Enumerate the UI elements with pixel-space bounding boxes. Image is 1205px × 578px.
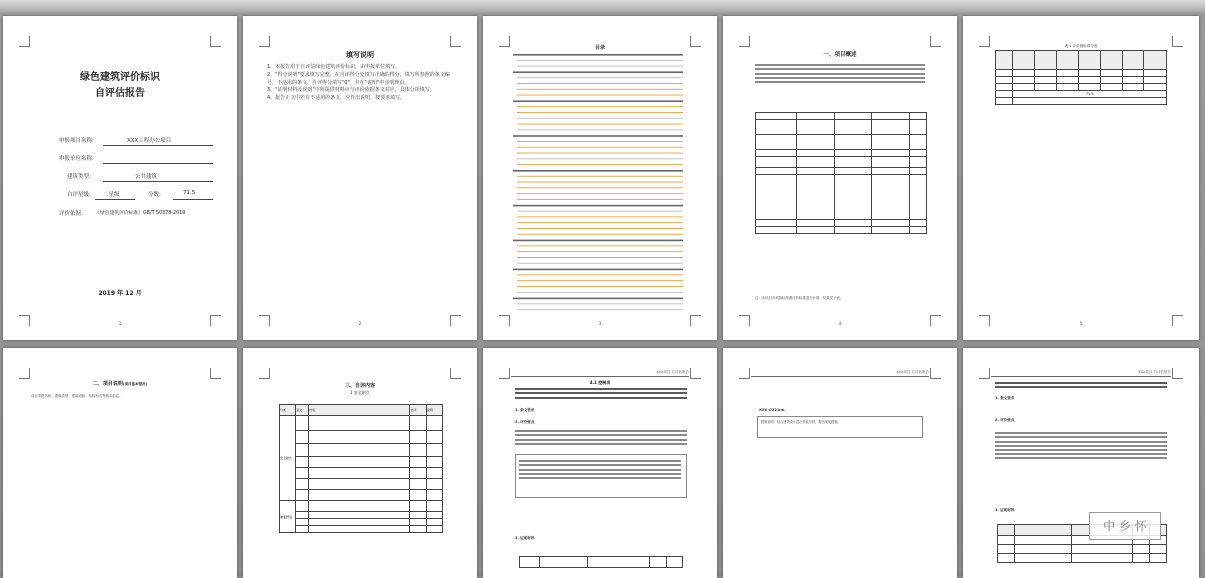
cover-field-label: 自评星级: xyxy=(67,192,91,198)
field-underline xyxy=(103,163,213,164)
p10-label: 2. 评价要点 xyxy=(995,418,1015,422)
instruction-item: 3、"证明材料及说明"中所提供材料应与评价依据条文对应，具体分项填写。 xyxy=(267,87,435,94)
toc-entry[interactable] xyxy=(517,153,683,154)
page-number: 1 xyxy=(118,321,122,326)
p9-label: XXX CO2/km. xyxy=(759,408,786,412)
crop-mark xyxy=(930,36,941,47)
p10-body xyxy=(995,430,1167,462)
toc-entry[interactable] xyxy=(517,124,683,125)
toc-entry[interactable] xyxy=(517,292,683,293)
page-number: 3 xyxy=(598,321,602,326)
toc-entry[interactable] xyxy=(513,269,683,271)
overview-paragraph xyxy=(755,62,925,85)
field-underline xyxy=(103,145,213,146)
toc-entry[interactable] xyxy=(517,187,683,188)
crop-mark xyxy=(499,368,510,379)
instructions-title: 填写说明 xyxy=(346,51,374,59)
toc-entry[interactable] xyxy=(517,83,683,84)
field-underline xyxy=(95,199,135,200)
self-eval-table xyxy=(279,404,443,533)
toc-entry[interactable] xyxy=(517,112,683,113)
toc-entry[interactable] xyxy=(517,147,683,148)
crop-mark xyxy=(19,36,30,47)
page-2-instructions[interactable] xyxy=(243,16,477,340)
page-1-cover[interactable] xyxy=(3,16,237,340)
group-label: 安全耐久 xyxy=(280,416,296,501)
page-number: 5 xyxy=(1079,321,1083,326)
crop-mark xyxy=(210,36,221,47)
col-header: 内容 xyxy=(309,405,410,416)
toc-entry[interactable] xyxy=(517,77,683,78)
instruction-item: 1、本报告用于自评估绿色建筑评价标识，由申报单位填写。 xyxy=(267,64,401,70)
toc-entry[interactable] xyxy=(517,309,683,310)
running-header: XXX项目 自评估报告 xyxy=(896,370,929,374)
toc-entry[interactable] xyxy=(517,158,683,159)
page-3-toc[interactable] xyxy=(483,16,717,340)
section-note-subtitle: (项目基本情况) xyxy=(122,382,148,386)
toc-entry[interactable] xyxy=(517,211,683,212)
cover-field-label: 评价依据: xyxy=(59,211,83,217)
crop-mark xyxy=(450,368,461,379)
page-number: 2 xyxy=(358,321,362,326)
page-4-overview[interactable] xyxy=(723,16,957,340)
page-7-self-eval[interactable] xyxy=(243,348,477,578)
running-header: XXX项目 自评估报告 xyxy=(1138,370,1171,374)
toc-entry[interactable] xyxy=(513,135,683,137)
toc-entry[interactable] xyxy=(517,106,683,107)
toc-entry[interactable] xyxy=(513,298,683,300)
cover-field-value: 《绿色建筑评价标准》GB/T 50378-2019 xyxy=(95,211,186,216)
toc-entry[interactable] xyxy=(517,182,683,183)
cover-field-label: 分数: xyxy=(148,192,161,198)
crop-mark xyxy=(210,368,221,379)
cover-field-value: 公共建筑 xyxy=(135,174,158,180)
page-10[interactable] xyxy=(963,348,1199,578)
page-5-score-table[interactable] xyxy=(963,16,1199,340)
toc-entry[interactable] xyxy=(517,129,683,130)
cover-title-line2: 自评估报告 xyxy=(95,88,145,99)
p9-box-text: 措施说明：结合建筑设计进行节能分析，提出优化措施。 xyxy=(761,420,841,424)
crop-mark xyxy=(19,368,30,379)
toc-entry[interactable] xyxy=(517,141,683,142)
p8-label: 3. 证明材料 xyxy=(515,536,535,540)
overview-title: 一、项目概述 xyxy=(823,52,857,58)
crop-mark xyxy=(739,36,750,47)
p10-intro xyxy=(995,380,1167,391)
field-underline xyxy=(173,199,213,200)
toc-entry[interactable] xyxy=(517,263,683,264)
p8-label: 2. 评价要点 xyxy=(515,420,535,424)
page-9[interactable] xyxy=(723,348,957,578)
col-header: 自评 xyxy=(410,405,426,416)
toc-entry[interactable] xyxy=(517,234,683,235)
toc-entry[interactable] xyxy=(517,245,683,246)
toc-entry[interactable] xyxy=(517,60,683,61)
crop-mark xyxy=(930,368,941,379)
toc-entry[interactable] xyxy=(517,89,683,90)
toc-entry[interactable] xyxy=(513,54,683,56)
crop-mark xyxy=(979,368,990,379)
cover-field-value: 71.5 xyxy=(183,190,196,196)
cover-title-line1: 绿色建筑评价标识 xyxy=(80,72,160,83)
toc-entry[interactable] xyxy=(517,95,683,96)
crop-mark xyxy=(739,368,750,379)
crop-mark xyxy=(690,368,701,379)
col-header: 说明 xyxy=(426,405,442,416)
overview-table xyxy=(755,112,927,234)
crop-mark xyxy=(259,368,270,379)
cover-field-value: XXX工程办公项目 xyxy=(127,138,172,144)
cover-field-label: 申报单位名称: xyxy=(59,156,94,162)
score-total: 71.5 xyxy=(1013,91,1167,98)
score-table xyxy=(995,50,1167,105)
toc-entries xyxy=(483,16,717,340)
page-6-section-note[interactable] xyxy=(3,348,237,578)
p8-box-lines xyxy=(519,458,681,481)
toc-entry[interactable] xyxy=(517,303,683,304)
instruction-item: 4、报告正文中若有不适用的条文，应作出说明，按要求填写。 xyxy=(267,95,406,101)
running-header: XXX项目 自评估报告 xyxy=(656,370,689,374)
watermark-stamp: 中 乡 怀 xyxy=(1089,512,1161,540)
toc-entry[interactable] xyxy=(517,66,683,67)
field-underline xyxy=(103,181,213,182)
p8-label: 1. 条文要求 xyxy=(515,408,535,412)
cover-field-label: 申报项目名称: xyxy=(59,138,94,144)
p8-title: 4.1 控制项 xyxy=(589,380,611,385)
toc-entry[interactable] xyxy=(513,100,683,102)
instruction-item: 2、"得分说明"要求填写完整，在自评得分处填写正确的得分。填写所参照的条文编号，不适用的条文，自评得分填写"0"，并在"说明"中注明理由。 xyxy=(267,71,450,86)
toc-entry[interactable] xyxy=(517,228,683,229)
header-rule xyxy=(751,376,929,377)
group-label: 健康舒适 xyxy=(280,501,296,533)
p10-label: 3. 证明材料 xyxy=(995,508,1015,512)
col-header: 分类 xyxy=(280,405,296,416)
page-number: 4 xyxy=(838,321,842,326)
self-eval-subtitle: 1 安全耐久 xyxy=(350,390,370,395)
crop-mark xyxy=(1172,368,1183,379)
toc-title: 目录 xyxy=(594,45,605,51)
section-note-text: 项目申报名称、建筑类型、建筑面积、结构形式等基本信息。 xyxy=(31,394,123,398)
toc-entry[interactable] xyxy=(517,164,683,165)
toc-entry[interactable] xyxy=(517,280,683,281)
col-header: 条文 xyxy=(296,405,309,416)
header-rule xyxy=(991,376,1171,377)
toc-entry[interactable] xyxy=(513,205,683,207)
toc-entry[interactable] xyxy=(517,193,683,194)
p10-label: 1. 条文要求 xyxy=(995,396,1015,400)
toc-entry[interactable] xyxy=(517,118,683,119)
toc-entry[interactable] xyxy=(517,199,683,200)
crop-mark xyxy=(450,36,461,47)
toc-entry[interactable] xyxy=(517,257,683,258)
toc-entry[interactable] xyxy=(513,240,683,242)
toc-entry[interactable] xyxy=(517,222,683,223)
toc-entry[interactable] xyxy=(517,216,683,217)
score-table-title: 表 1 评价指标得分表 xyxy=(1064,44,1098,48)
header-rule xyxy=(511,376,689,377)
self-eval-title: 三、自评内容 xyxy=(344,383,375,389)
toc-entry[interactable] xyxy=(517,176,683,177)
section-note-title: 二、项目说明 xyxy=(92,381,123,387)
p8-body xyxy=(515,428,687,447)
toc-entry[interactable] xyxy=(517,251,683,252)
p8-table xyxy=(519,556,683,568)
cover-field-label: 建筑类型: xyxy=(67,174,91,180)
toc-entry[interactable] xyxy=(513,71,683,73)
section-note-heading xyxy=(3,380,237,387)
p8-intro xyxy=(515,386,687,401)
cover-field-value: 二星级 xyxy=(103,192,120,198)
toc-entry[interactable] xyxy=(513,170,683,172)
cover-date: 2019 年 12 月 xyxy=(98,290,142,297)
p9-box xyxy=(757,416,923,438)
p8-box xyxy=(515,454,687,498)
toc-entry[interactable] xyxy=(517,274,683,275)
toc-entry[interactable] xyxy=(517,286,683,287)
overview-note: 注：本项目各项指标按照评价标准进行计算，结果见下表。 xyxy=(755,296,844,300)
crop-mark xyxy=(259,36,270,47)
page-8-control-items[interactable] xyxy=(483,348,717,578)
